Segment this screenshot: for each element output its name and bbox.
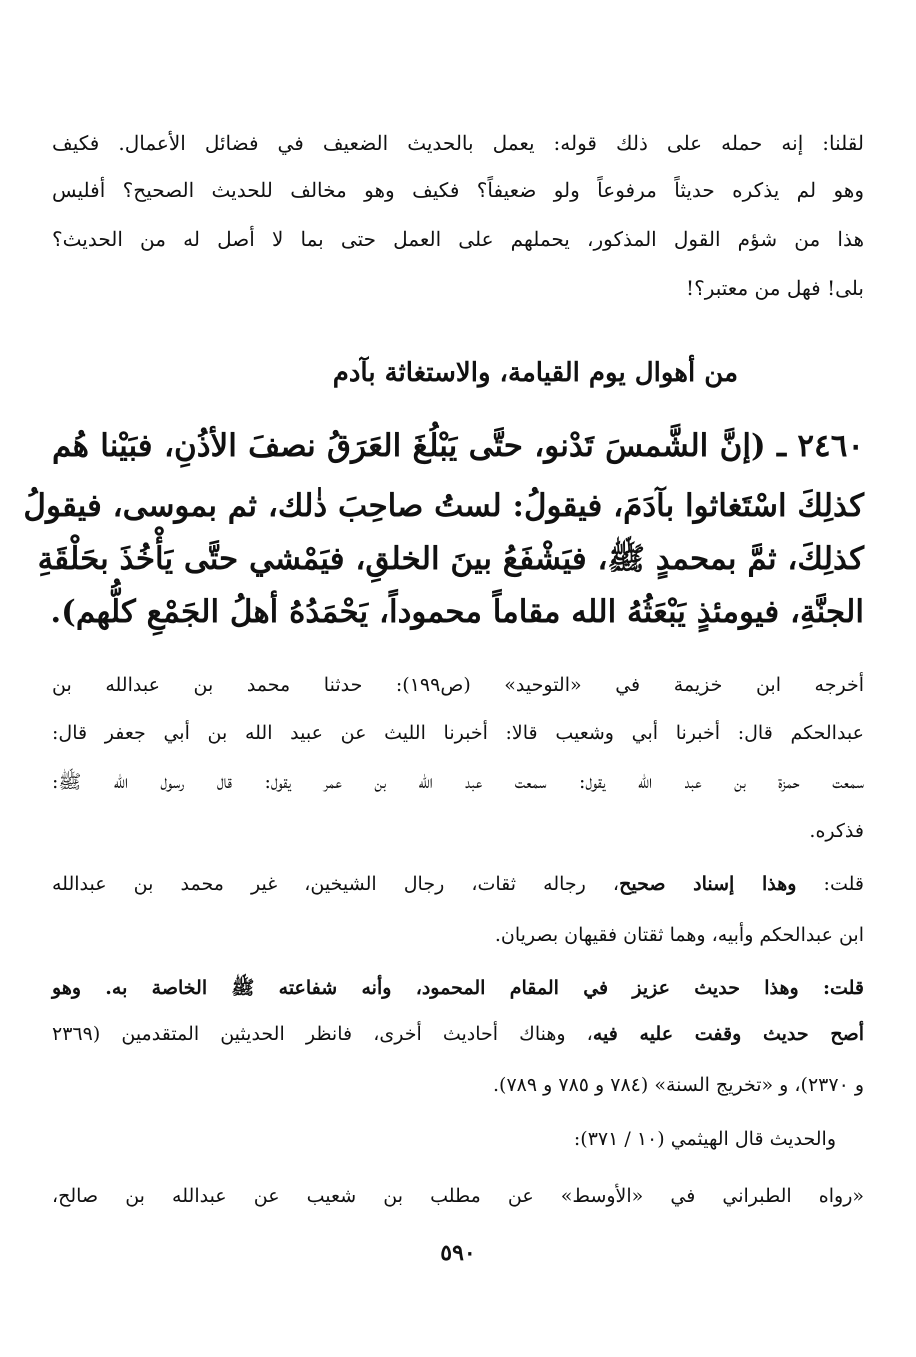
qultu1-bold: وهذا إسناد صحيح [619,873,797,895]
qultu2-line-3: و ٢٣٧٠)، و «تخريج السنة» (٧٨٤ و ٧٨٥ و ٧٨٩). [493,1074,864,1096]
intro-line-4: بلى! فهل من معتبر؟! [686,276,864,300]
section-heading: من أهوال يوم القيامة، والاستغاثة بآدم [332,358,738,388]
hadith-line-1: ٢٤٦٠ ـ (إنَّ الشَّمسَ تَدْنو، حتَّى يَبْلُغَ العَرَقُ نصفَ الأذُنِ، فبَيْنا هُم [52,428,864,464]
qultu2-rest: ، وهناك أحاديث أخرى، فانظر الحديثين المتقدمين (٢٣٦٩ [52,1023,593,1045]
takhrij-line-1: أخرجه ابن خزيمة في «التوحيد» (ص١٩٩): حدثنا محمد بن عبدالله بن [52,674,864,696]
hadith-line-3: كذلِكَ، ثمَّ بمحمدٍ ﷺ، فيَشْفَعُ بينَ الخلقِ، فيَمْشي حتَّى يَأْخُذَ بحَلْقَةِ [37,541,864,577]
intro-line-3: هذا من شؤم القول المذكور، يحملهم على العمل حتى بما لا أصل له من الحديث؟ [52,227,864,251]
takhrij-line-2: عبدالحكم قال: أخبرنا أبي وشعيب قالا: أخبرنا الليث عن عبيد الله بن أبي جعفر قال: [52,722,864,744]
qultu1-prefix: قلت: [796,873,864,895]
haythami-line-1: والحديث قال الهيثمي (١٠ / ٣٧١): [573,1128,836,1150]
intro-line-2: وهو لم يذكره حديثاً مرفوعاً ولو ضعيفاً؟ فكيف وهو مخالف للحديث الصحيح؟ أفليس [52,178,864,202]
hadith-line-2: كذلِكَ اسْتَغاثوا بآدَمَ، فيقولُ: لستُ صاحِبَ ذٰلك، ثم بموسى، فيقولُ [23,488,864,524]
takhrij-line-3: سمعت حمزة بن عبد الله يقول: سمعت عبد الله بن عمر يقول: قال رسول الله ﷺ: [52,771,864,793]
page-number: ٥٩٠ [440,1240,476,1266]
intro-line-1: لقلنا: إنه حمله على ذلك قوله: يعمل بالحديث الضعيف في فضائل الأعمال. فكيف [52,131,864,155]
takhrij-line-4: فذكره. [809,820,864,842]
haythami-line-2: «رواه الطبراني في «الأوسط» عن مطلب بن شعيب عن عبدالله بن صالح، [52,1185,864,1207]
qultu2-bold: أصح حديث وقفت عليه فيه [592,1023,864,1045]
qultu2-line-1: قلت: وهذا حديث عزيز في المقام المحمود، وأنه شفاعته ﷺ الخاصة به. وهو [52,977,864,999]
qultu2-line-2 [52,1023,864,1045]
hadith-line-4: الجنَّةِ، فيومئذٍ يَبْعَثُهُ الله مقاماً محموداً، يَحْمَدُهُ أهلُ الجَمْعِ كلُّهم). [50,594,864,630]
qultu1-line-2: ابن عبدالحكم وأبيه، وهما ثقتان فقيهان بصريان. [494,924,864,946]
qultu1-rest: ، رجاله ثقات، رجال الشيخين، غير محمد بن عبدالله [52,873,620,895]
qultu1-line-1 [52,873,864,895]
